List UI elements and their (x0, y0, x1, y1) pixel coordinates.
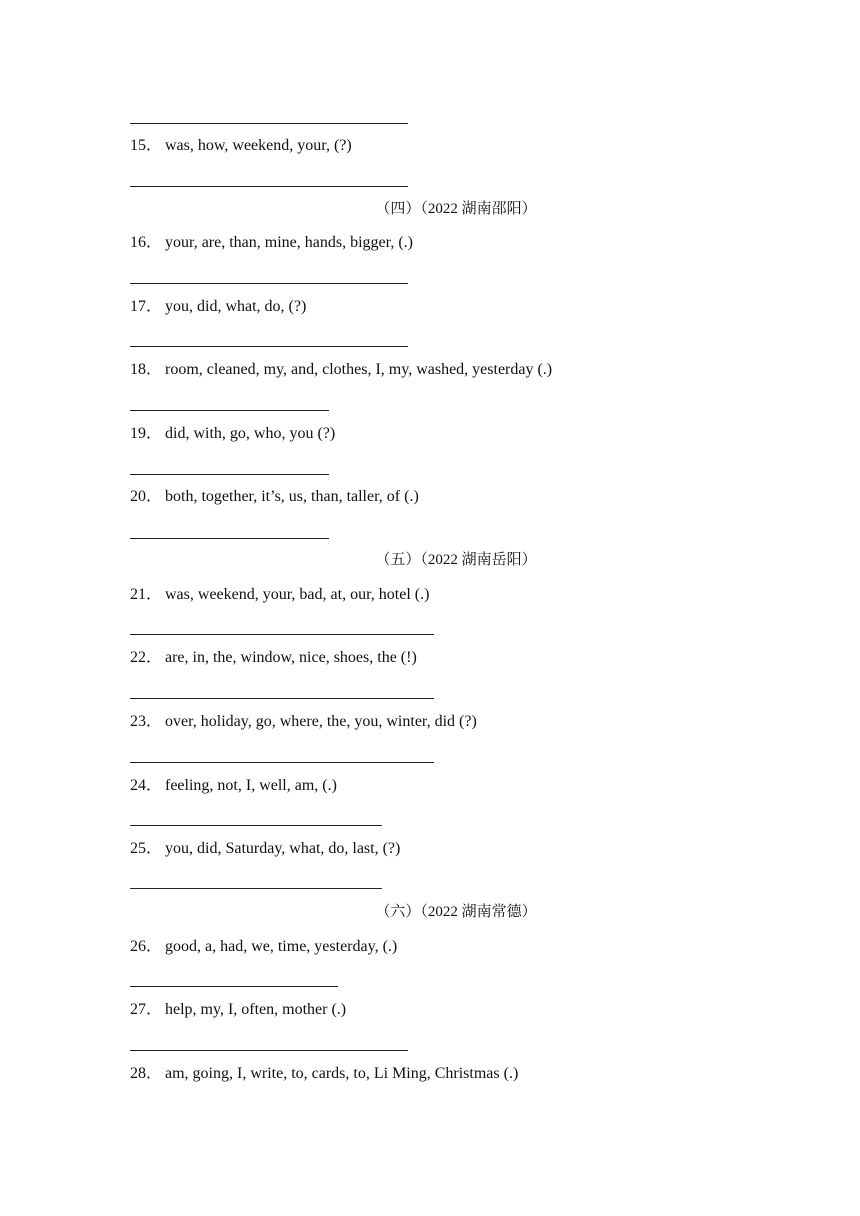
question-text: your, are, than, mine, hands, bigger, (.) (165, 234, 413, 251)
answer-line (130, 283, 408, 284)
question-text: you, did, what, do, (?) (165, 298, 307, 315)
question-number: 27． (130, 1001, 163, 1018)
question-19 (130, 424, 335, 444)
section-heading-6: （六）（2022 湖南常德） (375, 904, 537, 920)
question-text: did, with, go, who, you (?) (165, 425, 336, 442)
question-number: 22． (130, 649, 163, 666)
question-24 (130, 776, 337, 796)
question-21 (130, 585, 429, 605)
section-heading-4: （四）（2022 湖南邵阳） (375, 201, 537, 217)
question-number: 16． (130, 234, 163, 251)
question-text: help, my, I, often, mother (.) (165, 1001, 347, 1018)
question-number: 28． (130, 1065, 163, 1082)
question-18 (130, 360, 552, 380)
question-text: over, holiday, go, where, the, you, winter, did (?) (165, 713, 477, 730)
answer-line (130, 888, 382, 889)
question-text: was, weekend, your, bad, at, our, hotel (.) (165, 586, 430, 603)
question-text: room, cleaned, my, and, clothes, I, my, washed, yesterday (.) (165, 361, 553, 378)
question-16 (130, 233, 413, 253)
answer-line (130, 634, 434, 635)
question-27 (130, 1000, 346, 1020)
question-text: good, a, had, we, time, yesterday, (.) (165, 938, 398, 955)
question-number: 19． (130, 425, 163, 442)
question-number: 15． (130, 137, 163, 154)
question-text: feeling, not, I, well, am, (.) (165, 777, 337, 794)
answer-line (130, 825, 382, 826)
section-heading-5: （五）（2022 湖南岳阳） (375, 552, 537, 568)
question-number: 25． (130, 840, 163, 857)
question-number: 23． (130, 713, 163, 730)
question-number: 26． (130, 938, 163, 955)
question-23 (130, 712, 477, 732)
answer-line (130, 538, 329, 539)
question-26 (130, 937, 397, 957)
question-17 (130, 297, 306, 317)
question-text: am, going, I, write, to, cards, to, Li Ming, Christmas (.) (165, 1065, 519, 1082)
question-number: 24． (130, 777, 163, 794)
question-25 (130, 839, 400, 859)
question-22 (130, 648, 417, 668)
answer-line (130, 698, 434, 699)
answer-line (130, 410, 329, 411)
question-15 (130, 136, 352, 156)
question-28 (130, 1064, 518, 1084)
question-20 (130, 487, 419, 507)
question-text: was, how, weekend, your, (?) (165, 137, 352, 154)
answer-line (130, 986, 338, 987)
answer-line (130, 474, 329, 475)
answer-line (130, 1050, 408, 1051)
question-number: 18． (130, 361, 163, 378)
answer-line (130, 762, 434, 763)
question-text: both, together, it’s, us, than, taller, of (.) (165, 488, 419, 505)
question-number: 20． (130, 488, 163, 505)
question-text: are, in, the, window, nice, shoes, the (!) (165, 649, 417, 666)
question-number: 21． (130, 586, 163, 603)
answer-line (130, 346, 408, 347)
answer-line (130, 186, 408, 187)
question-number: 17． (130, 298, 163, 315)
question-text: you, did, Saturday, what, do, last, (?) (165, 840, 401, 857)
answer-line (130, 123, 408, 124)
